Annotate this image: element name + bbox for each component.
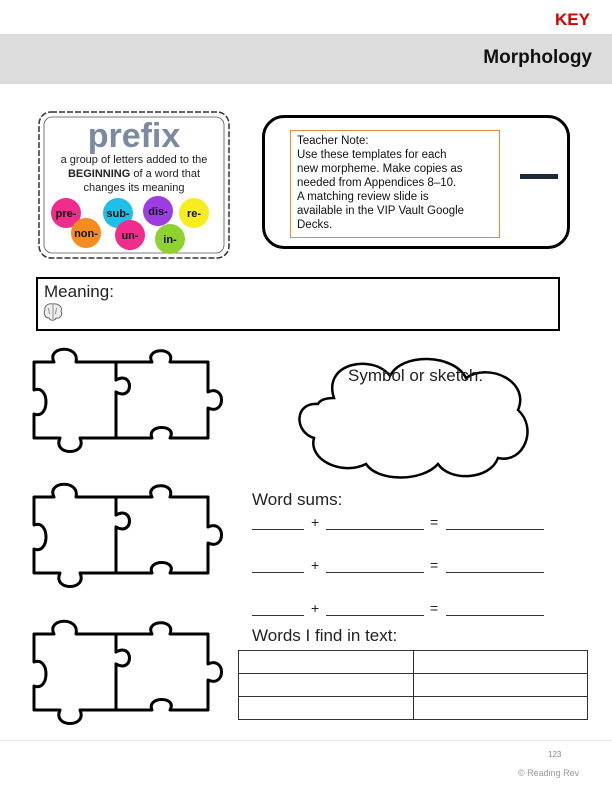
puzzle-row-2 <box>34 484 222 586</box>
teacher-note-line: new morpheme. Make copies as <box>297 163 463 175</box>
brain-icon <box>42 302 64 322</box>
footer-divider <box>0 740 612 741</box>
teacher-note-line: Decks. <box>297 219 333 231</box>
equals-sign: = <box>430 600 439 616</box>
prefix-card <box>36 109 232 261</box>
puzzle-row-1 <box>34 349 222 451</box>
word-sum-blank[interactable] <box>446 571 544 573</box>
key-label: KEY <box>555 10 590 29</box>
puzzle-pieces <box>30 340 230 740</box>
prefix-definition-line3: changes its meaning <box>83 182 185 194</box>
copyright: © Reading Rev <box>518 768 580 778</box>
word-sum-blank[interactable] <box>326 528 424 530</box>
prefix-bubble <box>115 220 145 250</box>
teacher-note-line: Teacher Note: <box>297 135 369 147</box>
teacher-note-line: needed from Appendices 8–10. <box>297 177 457 189</box>
page-title: Morphology <box>483 47 592 68</box>
table-row <box>239 697 588 720</box>
meaning-box[interactable] <box>36 277 560 331</box>
words-in-text-label: Words I find in text: <box>252 626 398 645</box>
puzzle-piece <box>116 623 222 710</box>
word-sum-blank[interactable] <box>252 614 304 616</box>
puzzle-row-3 <box>34 621 222 723</box>
table-cell[interactable] <box>413 697 588 720</box>
table-cell[interactable] <box>239 674 414 697</box>
meaning-label: Meaning: <box>44 282 114 301</box>
teacher-note-line: Use these templates for each <box>297 149 447 161</box>
symbol-label: Symbol or sketch: <box>348 366 484 385</box>
word-sum-blank[interactable] <box>446 614 544 616</box>
prefix-bubble-label: un- <box>121 230 139 242</box>
prefix-bubble-label: in- <box>163 234 177 246</box>
prefix-bubble-label: pre- <box>55 208 77 220</box>
plus-sign: + <box>311 557 320 573</box>
table-row <box>239 651 588 674</box>
prefix-bubble <box>143 196 173 226</box>
table-cell[interactable] <box>413 651 588 674</box>
prefix-bubble-label: re- <box>186 208 202 220</box>
prefix-definition-line1: a group of letters added to the <box>60 154 208 166</box>
page-number: 123 <box>548 750 562 759</box>
table-cell[interactable] <box>413 674 588 697</box>
word-sum-blank[interactable] <box>252 571 304 573</box>
puzzle-piece <box>116 486 222 573</box>
equals-sign: = <box>430 557 439 573</box>
table-cell[interactable] <box>239 651 414 674</box>
equals-sign: = <box>430 514 439 530</box>
teacher-note-line: available in the VIP Vault Google <box>297 205 465 217</box>
plus-sign: + <box>311 600 320 616</box>
table-cell[interactable] <box>239 697 414 720</box>
prefix-bubble-label: non- <box>74 228 98 240</box>
word-sums-label: Word sums: <box>252 490 343 509</box>
prefix-bubble-label: dis- <box>148 206 168 218</box>
word-sum-blank[interactable] <box>326 571 424 573</box>
plus-sign: + <box>311 514 320 530</box>
prefix-bubble <box>155 224 185 254</box>
teacher-note-line: A matching review slide is <box>297 191 429 203</box>
prefix-bubble <box>71 218 101 248</box>
table-row <box>239 674 588 697</box>
prefix-word: prefix <box>87 117 181 155</box>
prefix-bubble <box>179 198 209 228</box>
words-table <box>238 650 588 720</box>
teacher-note <box>290 130 500 238</box>
word-sum-blank[interactable] <box>252 528 304 530</box>
prefix-definition-line2: BEGINNING of a word that <box>67 168 201 180</box>
puzzle-piece <box>116 351 222 438</box>
prefix-bubble-label: sub- <box>106 208 130 220</box>
word-sum-blank[interactable] <box>326 614 424 616</box>
word-sum-blank[interactable] <box>446 528 544 530</box>
morpheme-blank-line <box>520 174 558 179</box>
